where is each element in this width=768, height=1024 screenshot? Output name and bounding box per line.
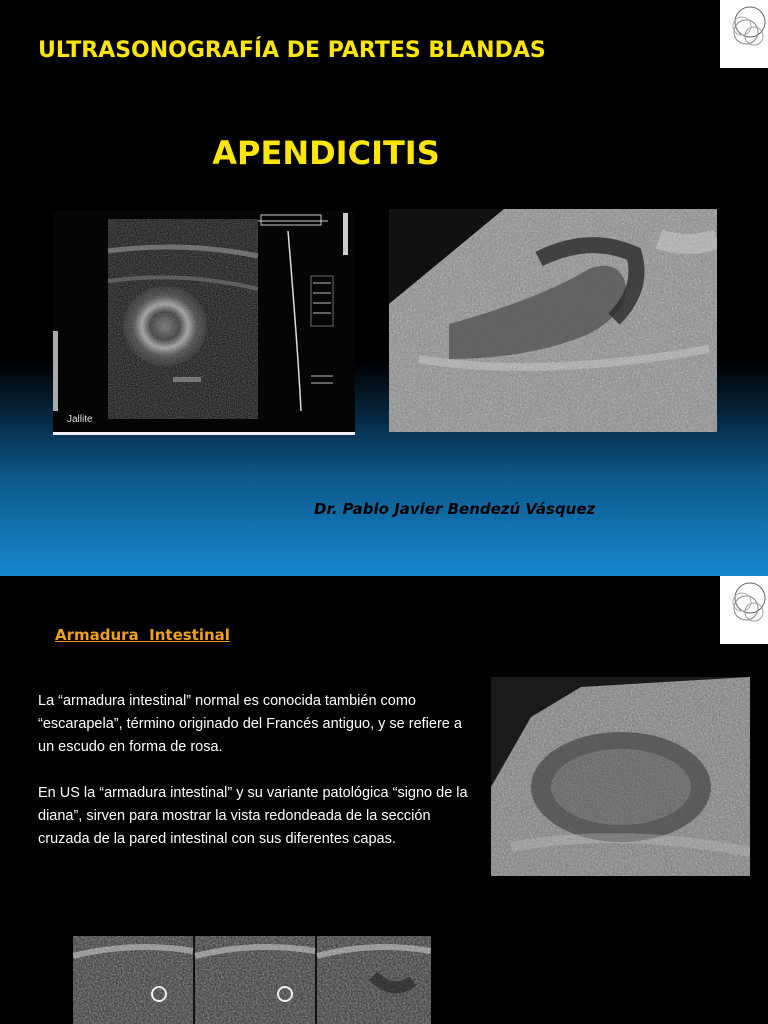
slide-title: APENDICITIS [212,134,440,172]
logo-icon [720,576,768,644]
image-watermark: Jallite [67,414,93,425]
slide-armadura-intestinal [0,576,768,1024]
slide-heading: Armadura Intestinal [55,626,230,644]
logo-icon [720,0,768,68]
ultrasound-image-strip [73,936,431,1024]
ultrasound-image-bowel-wall [491,677,750,876]
ultrasound-image-appendix-transverse [53,211,355,435]
author-name: Dr. Pablo Javier Bendezú Vásquez [314,500,596,518]
paragraph-definition: La “armadura intestinal” normal es conocida también como “escarapela”, término originado del Francés antiguo, y se refiere a un escudo en forma de rosa. [38,693,462,755]
ultrasound-image-appendix-longitudinal [389,209,717,432]
paragraph-us-description: En US la “armadura intestinal” y su variante patológica “signo de la diana”, sirven para mostrar la vista redondeada de la sección cruzada de la pared intestinal con sus diferentes capas. [38,785,468,847]
section-header: ULTRASONOGRAFÍA DE PARTES BLANDAS [38,38,546,63]
